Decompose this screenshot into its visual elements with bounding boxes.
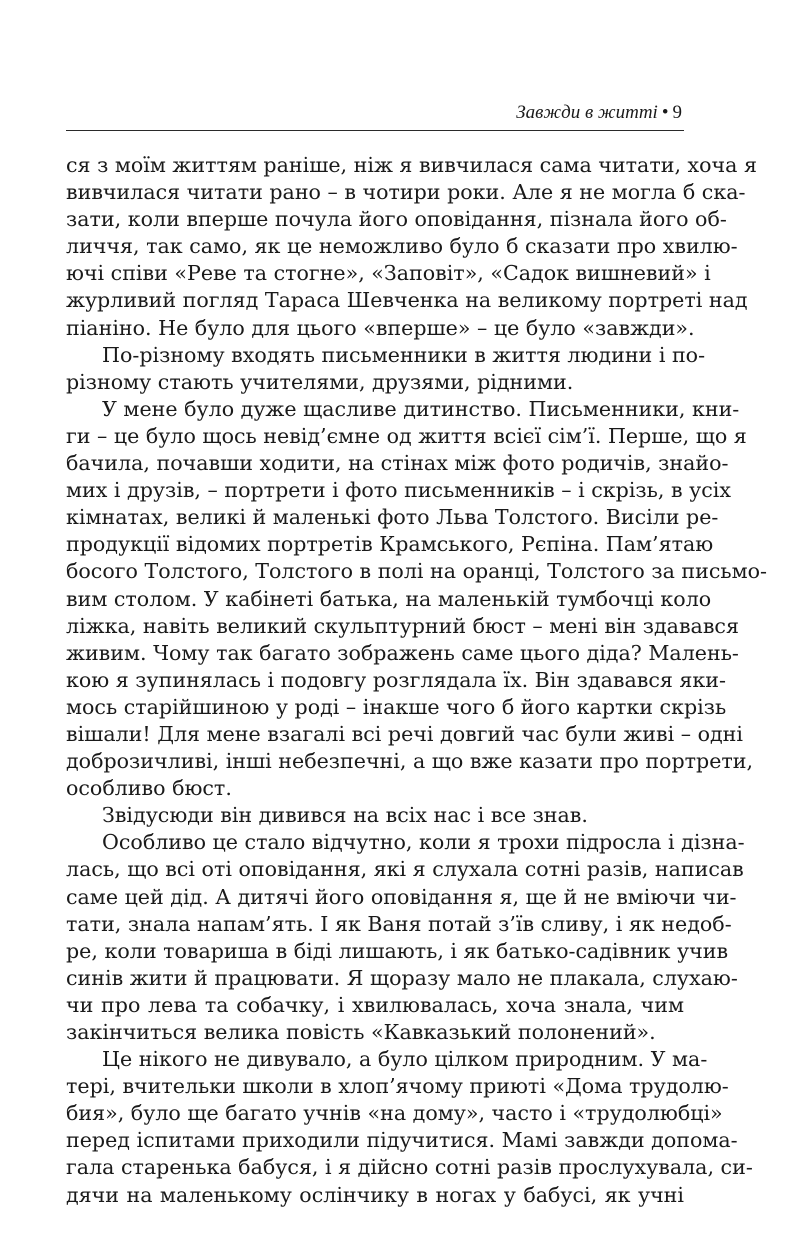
body-line: Це нікого не дивувало, а було цілком природним. У ма-	[102, 1047, 708, 1072]
body-line: перед іспитами приходили підучитися. Мамі завжди допома-	[66, 1128, 738, 1153]
body-line: личчя, так само, як це неможливо було б сказати про хвилю-	[66, 234, 738, 259]
body-line: дячи на маленькому ослінчику в ногах у бабусі, як учні	[66, 1182, 684, 1207]
body-line: мось старійшиною у роді – інакше чого б його картки скрізь	[66, 694, 727, 719]
body-line: кою я зупинялась і подовгу розглядала їх. Він здавався яки-	[66, 667, 726, 692]
body-line: ре, коли товариша в біді лишають, і як батько-садівник учив	[66, 938, 729, 963]
body-line: вим столом. У кабінеті батька, на маленькій тумбочці коло	[66, 586, 712, 611]
body-line: босого Толстого, Толстого в полі на оранці, Толстого за письмо-	[66, 559, 768, 584]
body-line: ліжка, навіть великий скульптурний бюст – мені він здавався	[66, 613, 739, 638]
body-line: закінчиться велика повість «Кавказький полонений».	[66, 1020, 656, 1044]
body-line: різному стають учителями, друзями, рідними.	[66, 369, 574, 394]
body-line: бия», було ще багато учнів «на дому», часто і «трудолюбці»	[66, 1101, 723, 1126]
body-line: доброзичливі, інші небезпечні, а що вже казати про портрети,	[66, 749, 754, 774]
body-line: У мене було дуже щасливе дитинство. Письменники, кни-	[102, 396, 740, 421]
body-line: кімнатах, великі й маленькі фото Льва Толстого. Висіли ре-	[66, 505, 719, 530]
body-text	[66, 152, 768, 1209]
body-line: тати, знала напам’ять. І як Ваня потай з’їв сливу, і як недоб-	[66, 911, 732, 936]
header-separator: •	[661, 102, 669, 123]
body-line: піаніно. Не було для цього «вперше» – це було «завжди».	[66, 315, 695, 340]
body-line: зати, коли вперше почула його оповідання, пізнала його об-	[66, 207, 727, 232]
body-line: ги – це було щось невід’ємне од життя всієї сім’ї. Перше, що я	[66, 423, 747, 448]
body-line: живим. Чому так багато зображень саме цього діда? Малень-	[66, 640, 739, 665]
body-line: По-різному входять письменники в життя людини і по-	[102, 342, 706, 367]
body-line: саме цей дід. А дитячі його оповідання я, ще й не вміючи чи-	[66, 884, 737, 909]
body-line: мих і друзів, – портрети і фото письменників – і скрізь, в усіх	[66, 478, 731, 503]
body-line: вивчилася читати рано – в чотири роки. Але я не могла б ска-	[66, 180, 746, 205]
body-line: ся з моїм життям раніше, ніж я вивчилася сама читати, хоча я	[66, 153, 757, 177]
body-line: синів жити й працювати. Я щоразу мало не плакала, слухаю-	[66, 965, 738, 990]
body-line: тері, вчительки школи в хлоп’ячому приюті «Дома трудолю-	[66, 1074, 729, 1099]
body-line: продукції відомих портретів Крамського, Рєпіна. Пам’ятаю	[66, 532, 714, 557]
body-line: вішали! Для мене взагалі всі речі довгий час були живі – одні	[66, 721, 743, 746]
body-line: Особливо це стало відчутно, коли я трохи підросла і дізна-	[102, 830, 745, 855]
body-line: гала старенька бабуся, і я дійсно сотні разів прослухувала, си-	[66, 1155, 753, 1180]
body-line: ючі співи «Реве та стогне», «Заповіт», «Садок вишневий» і	[66, 261, 711, 286]
body-line: особливо бюст.	[66, 776, 232, 801]
running-title: Завжди в житті	[516, 102, 658, 123]
body-line: чи про лева та собачку, і хвилювалась, хоча знала, чим	[66, 992, 684, 1017]
body-line: лась, що всі оті оповідання, які я слухала сотні разів, написав	[66, 857, 744, 882]
header-right-group	[516, 102, 682, 124]
running-header	[66, 96, 684, 131]
body-line: Звідусюди він дивився на всіх нас і все знав.	[102, 803, 588, 828]
body-line: журливий погляд Тараса Шевченка на великому портреті над	[66, 288, 748, 313]
page-number: 9	[672, 102, 682, 123]
body-line: бачила, почавши ходити, на стінах між фото родичів, знайо-	[66, 451, 729, 476]
